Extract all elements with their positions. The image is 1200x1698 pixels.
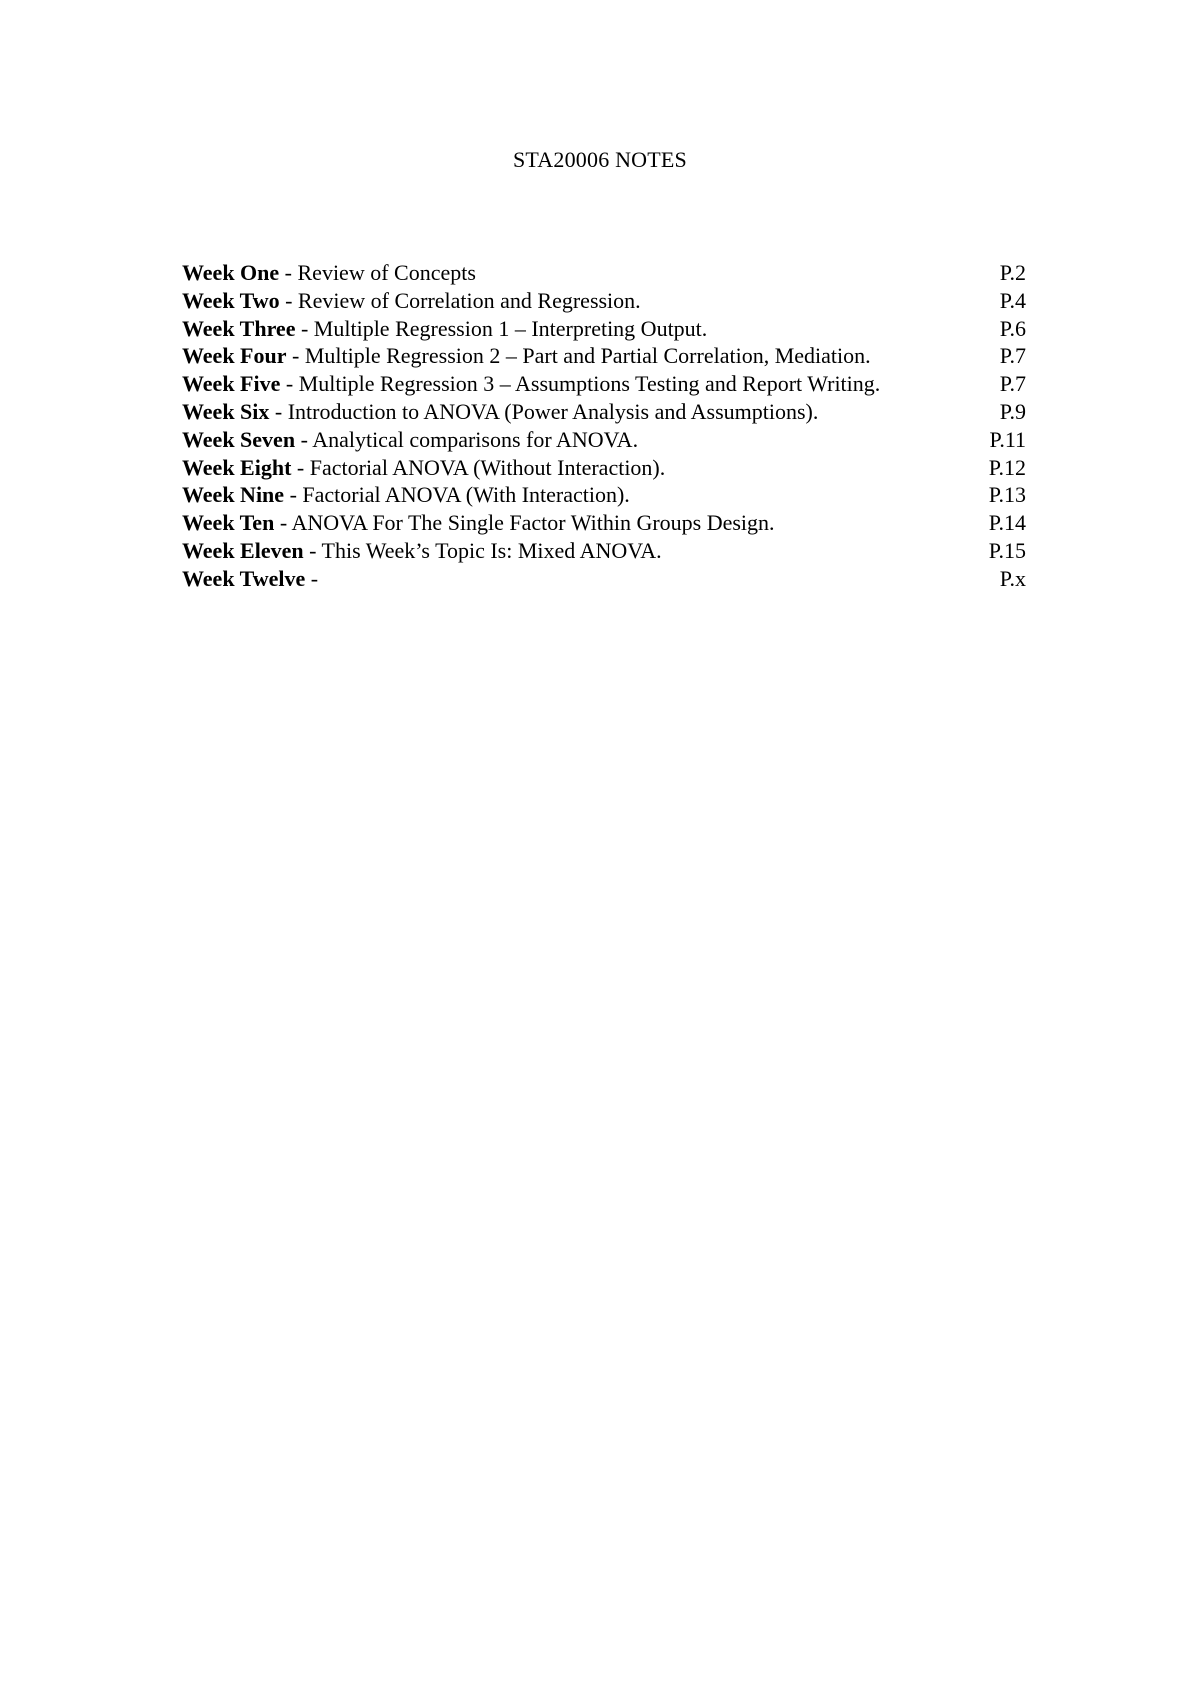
toc-week-label: Week Five bbox=[182, 371, 281, 397]
toc-separator: - bbox=[280, 371, 299, 397]
toc-entry-week-seven bbox=[182, 426, 1026, 454]
toc-separator: - bbox=[274, 510, 292, 536]
toc-week-label: Week Two bbox=[182, 287, 280, 313]
toc-topic: Introduction to ANOVA (Power Analysis and Assumptions). bbox=[287, 398, 819, 424]
toc-page-number: P.12 bbox=[988, 454, 1026, 480]
document-title: STA20006 NOTES bbox=[513, 147, 687, 172]
toc-week-label: Week Four bbox=[182, 343, 287, 369]
toc-separator: - bbox=[295, 315, 314, 341]
toc-separator: - bbox=[279, 260, 298, 285]
toc-page-number: P.7 bbox=[999, 343, 1026, 369]
toc-topic: Multiple Regression 1 – Interpreting Output. bbox=[313, 315, 708, 341]
toc-separator: - bbox=[286, 343, 305, 369]
toc-page-number: P.2 bbox=[999, 260, 1026, 285]
toc-page-number: P.6 bbox=[999, 315, 1026, 341]
toc-entry-week-ten bbox=[182, 509, 1026, 537]
toc-topic: Analytical comparisons for ANOVA. bbox=[312, 426, 639, 452]
table-of-contents bbox=[182, 259, 1026, 593]
toc-week-label: Week Twelve bbox=[182, 565, 306, 591]
toc-page-number: P.11 bbox=[989, 426, 1026, 452]
toc-entry-week-eight bbox=[182, 454, 1026, 482]
toc-separator: - bbox=[269, 398, 288, 424]
toc-entry-week-six bbox=[182, 398, 1026, 426]
toc-week-label: Week One bbox=[182, 260, 280, 285]
toc-page-number: P.14 bbox=[988, 510, 1026, 536]
toc-entry-week-one bbox=[182, 259, 1026, 287]
toc-topic: Review of Correlation and Regression. bbox=[297, 287, 641, 313]
toc-topic: Factorial ANOVA (With Interaction). bbox=[302, 482, 630, 508]
toc-entry-week-two bbox=[182, 287, 1026, 315]
toc-week-label: Week Eleven bbox=[182, 537, 304, 563]
toc-separator: - bbox=[305, 565, 319, 591]
toc-entry-week-four bbox=[182, 342, 1026, 370]
toc-week-label: Week Three bbox=[182, 315, 296, 341]
toc-week-label: Week Seven bbox=[182, 426, 296, 452]
toc-separator: - bbox=[284, 482, 303, 508]
toc-page-number: P.15 bbox=[988, 537, 1026, 563]
toc-separator: - bbox=[291, 454, 310, 480]
toc-entry-week-twelve bbox=[182, 565, 1026, 593]
toc-week-label: Week Nine bbox=[182, 482, 285, 508]
toc-page-number: P.4 bbox=[999, 287, 1026, 313]
toc-separator: - bbox=[279, 287, 298, 313]
toc-page-number: P.x bbox=[999, 565, 1026, 591]
toc-topic: ANOVA For The Single Factor Within Groups Design. bbox=[291, 510, 775, 536]
toc-page-number: P.7 bbox=[999, 371, 1026, 397]
toc-page-number: P.13 bbox=[988, 482, 1026, 508]
toc-entry-week-nine bbox=[182, 481, 1026, 509]
toc-topic: Multiple Regression 2 – Part and Partial Correlation, Mediation. bbox=[304, 343, 871, 369]
toc-week-label: Week Six bbox=[182, 398, 270, 424]
toc-topic: Factorial ANOVA (Without Interaction). bbox=[309, 454, 666, 480]
toc-week-label: Week Ten bbox=[182, 510, 275, 536]
toc-topic: Multiple Regression 3 – Assumptions Testing and Report Writing. bbox=[298, 371, 881, 397]
toc-entry-week-three bbox=[182, 315, 1026, 343]
toc-page-number: P.9 bbox=[999, 398, 1026, 424]
toc-separator: - bbox=[303, 537, 322, 563]
toc-topic: Review of Concepts bbox=[297, 260, 476, 285]
toc-topic: This Week’s Topic Is: Mixed ANOVA. bbox=[321, 537, 662, 563]
toc-entry-week-five bbox=[182, 370, 1026, 398]
toc-separator: - bbox=[295, 426, 313, 452]
toc-week-label: Week Eight bbox=[182, 454, 292, 480]
toc-entry-week-eleven bbox=[182, 537, 1026, 565]
